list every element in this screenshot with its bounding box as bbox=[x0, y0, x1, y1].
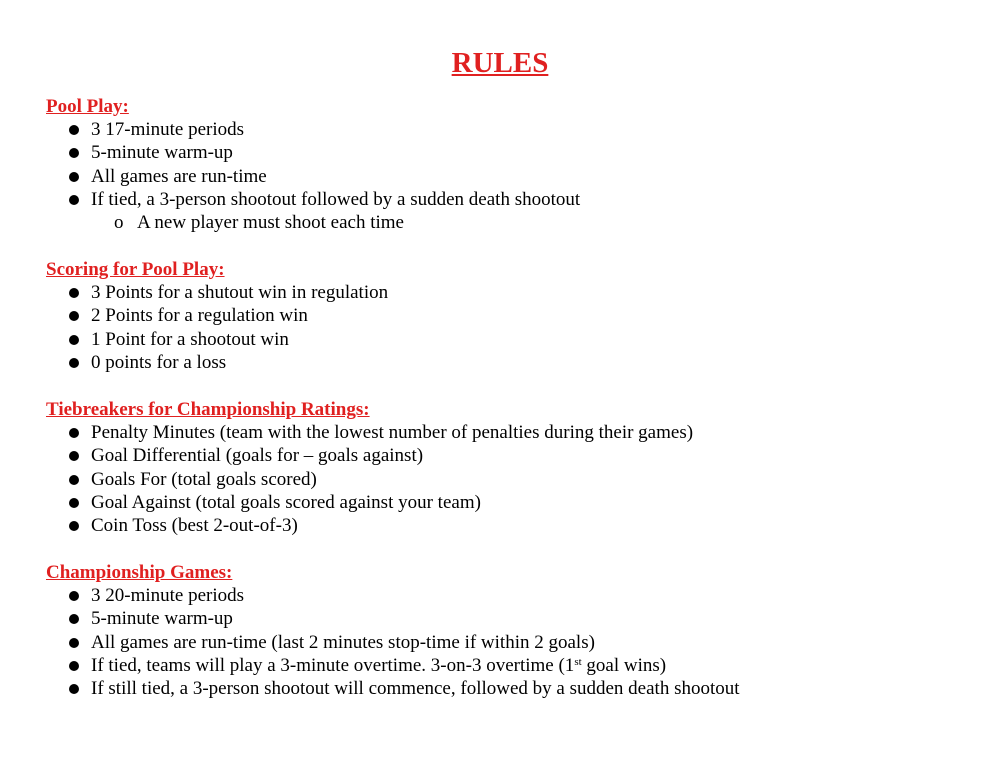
list-item bbox=[46, 165, 946, 188]
list-item-text: If still tied, a 3-person shootout will commence, followed by a sudden death shootout bbox=[91, 678, 740, 700]
bullet-icon bbox=[69, 475, 79, 485]
list-item-text: All games are run-time bbox=[91, 165, 267, 187]
list-item bbox=[46, 654, 946, 677]
bullet-icon bbox=[69, 358, 79, 368]
tiebreakers-list bbox=[46, 421, 946, 537]
page-title: RULES bbox=[451, 47, 549, 79]
list-item bbox=[46, 607, 946, 630]
championship-section bbox=[46, 561, 946, 700]
list-item bbox=[46, 584, 946, 607]
list-item-text: All games are run-time (last 2 minutes stop-time if within 2 goals) bbox=[91, 631, 595, 653]
list-item-text: 1 Point for a shootout win bbox=[91, 328, 289, 350]
scoring-section bbox=[46, 258, 946, 374]
list-item bbox=[46, 514, 946, 537]
bullet-icon bbox=[69, 661, 79, 671]
bullet-icon bbox=[69, 638, 79, 648]
list-item-text: 5-minute warm-up bbox=[91, 142, 233, 164]
sub-list-item-text: A new player must shoot each time bbox=[137, 212, 404, 234]
sub-list-item bbox=[46, 211, 946, 234]
list-item-text: Goal Differential (goals for – goals against) bbox=[91, 445, 424, 467]
bullet-icon bbox=[69, 521, 79, 531]
tiebreakers-heading: Tiebreakers for Championship Ratings: bbox=[46, 399, 370, 420]
list-item-text: Goals For (total goals scored) bbox=[91, 468, 317, 490]
list-item bbox=[46, 281, 946, 304]
list-item bbox=[46, 677, 946, 700]
bullet-icon bbox=[69, 288, 79, 298]
bullet-icon bbox=[69, 172, 79, 182]
tiebreakers-section bbox=[46, 398, 946, 537]
list-item bbox=[46, 351, 946, 374]
list-item bbox=[46, 118, 946, 141]
bullet-icon bbox=[69, 335, 79, 345]
list-item bbox=[46, 444, 946, 467]
list-item bbox=[46, 421, 946, 444]
hollow-bullet-icon: o bbox=[114, 212, 124, 234]
list-item bbox=[46, 491, 946, 514]
bullet-icon bbox=[69, 591, 79, 601]
overtime-text-before: If tied, teams will play a 3-minute overtime. 3-on-3 overtime (1 bbox=[91, 654, 575, 676]
bullet-icon bbox=[69, 428, 79, 438]
list-item-text bbox=[91, 655, 666, 676]
list-item-text: Penalty Minutes (team with the lowest number of penalties during their games) bbox=[91, 422, 694, 443]
list-item bbox=[46, 141, 946, 164]
list-item-text: Goal Against (total goals scored against your team) bbox=[91, 491, 481, 513]
pool-play-sublist bbox=[46, 211, 946, 234]
bullet-icon bbox=[69, 498, 79, 508]
list-item bbox=[46, 188, 946, 211]
list-item bbox=[46, 304, 946, 327]
bullet-icon bbox=[69, 148, 79, 158]
list-item-text: 5-minute warm-up bbox=[91, 608, 233, 630]
overtime-ordinal-suffix: st bbox=[574, 655, 582, 668]
championship-list bbox=[46, 584, 946, 700]
list-item-text: Coin Toss (best 2-out-of-3) bbox=[91, 515, 298, 537]
pool-play-heading: Pool Play: bbox=[46, 96, 129, 117]
scoring-heading: Scoring for Pool Play: bbox=[46, 259, 225, 280]
list-item-text: 0 points for a loss bbox=[91, 351, 227, 373]
pool-play-list bbox=[46, 118, 946, 211]
list-item bbox=[46, 328, 946, 351]
bullet-icon bbox=[69, 451, 79, 461]
bullet-icon bbox=[69, 684, 79, 694]
pool-play-section bbox=[46, 95, 946, 234]
bullet-icon bbox=[69, 195, 79, 205]
bullet-icon bbox=[69, 125, 79, 135]
list-item-text: 3 17-minute periods bbox=[91, 119, 245, 140]
list-item-text: 3 Points for a shutout win in regulation bbox=[91, 282, 389, 303]
championship-heading: Championship Games: bbox=[46, 562, 233, 583]
list-item bbox=[46, 631, 946, 654]
list-item bbox=[46, 468, 946, 491]
list-item-text: 2 Points for a regulation win bbox=[91, 305, 308, 327]
list-item-text: If tied, a 3-person shootout followed by a sudden death shootout bbox=[91, 188, 581, 210]
list-item-text: 3 20-minute periods bbox=[91, 585, 245, 606]
bullet-icon bbox=[69, 311, 79, 321]
overtime-text-after: goal wins) bbox=[581, 654, 667, 676]
scoring-list bbox=[46, 281, 946, 374]
bullet-icon bbox=[69, 614, 79, 624]
